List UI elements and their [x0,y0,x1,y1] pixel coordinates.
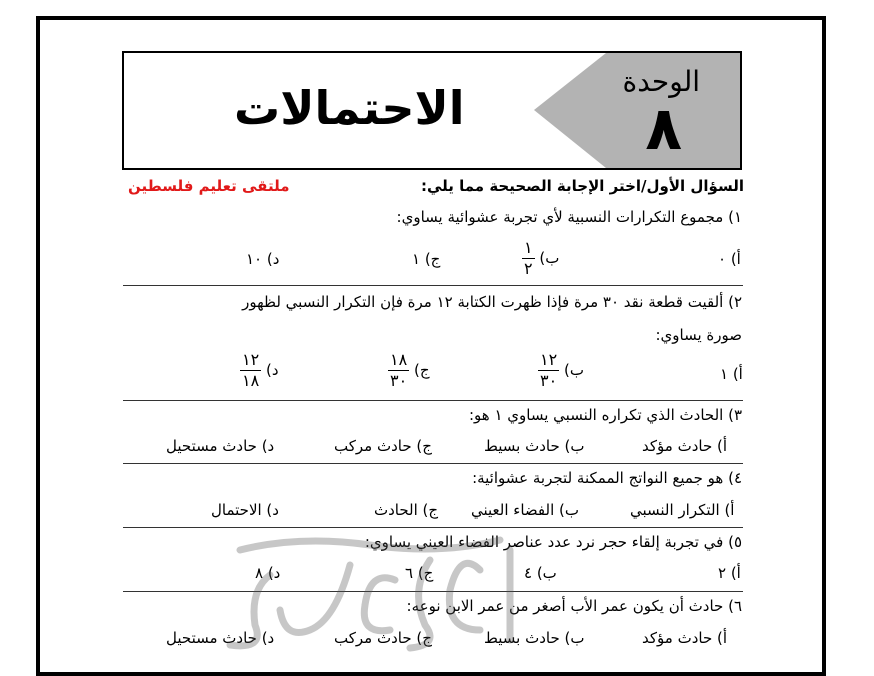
question-1-text: ١) مجموع التكرارات النسبية لأي تجربة عشوائية يساوي: [396,208,742,226]
separator [123,591,743,592]
q2-option-a: أ) ١ [720,365,743,383]
q2-option-b [538,352,584,389]
q2-option-b-fraction [538,352,559,389]
q4-option-c: ج) الحادث [374,501,439,519]
q6-option-d: د) حادث مستحيل [166,629,275,647]
chapter-title: الاحتمالات [234,81,465,135]
forum-name: ملتقى تعليم فلسطين [128,177,290,195]
unit-number: ٨ [645,94,682,164]
q1-option-b-prefix: ب) [539,249,560,267]
q1-option-c: ج) ١ [412,250,441,268]
q1-option-b-fraction [522,240,535,277]
chapter-banner [122,51,742,170]
q2-c-numerator: ١٨ [390,350,408,369]
q5-option-a: أ) ٢ [718,564,741,582]
q1-b-denominator: ٢ [524,259,533,278]
question-heading: السؤال الأول/اختر الإجابة الصحيحة مما يلي: [420,177,744,195]
q2-option-c-fraction [388,352,409,389]
question-2-text-line1: ٢) ألقيت قطعة نقد ٣٠ مرة فإذا ظهرت الكتابة ١٢ مرة فإن التكرار النسبي لظهور [242,293,742,311]
q2-option-d-fraction [240,352,261,389]
q2-d-numerator: ١٢ [242,350,260,369]
q3-option-d: د) حادث مستحيل [166,437,275,455]
q1-b-numerator: ١ [524,238,533,257]
separator [123,463,743,464]
separator [123,400,743,401]
q6-option-a: أ) حادث مؤكد [642,629,727,647]
q2-option-d-prefix: د) [265,361,279,379]
q3-option-a: أ) حادث مؤكد [642,437,727,455]
q3-option-b: ب) حادث بسيط [484,437,585,455]
q2-c-denominator: ٣٠ [390,371,408,390]
question-6-text: ٦) حادث أن يكون عمر الأب أصغر من عمر الابن نوعه: [406,597,742,615]
q6-option-b: ب) حادث بسيط [484,629,585,647]
q4-option-d: د) الاحتمال [211,501,279,519]
q2-option-c-prefix: ج) [413,361,430,379]
question-3-text: ٣) الحادث الذي تكراره النسبي يساوي ١ هو: [468,406,742,424]
separator [123,527,743,528]
q5-option-b: ب) ٤ [524,564,557,582]
question-5-text: ٥) في تجربة إلقاء حجر نرد عدد عناصر الفضاء العيني يساوي: [364,533,742,551]
unit-label: الوحدة [622,65,700,98]
q2-option-b-prefix: ب) [563,361,584,379]
question-4-text: ٤) هو جميع النواتج الممكنة لتجربة عشوائية: [472,469,742,487]
q6-option-c: ج) حادث مركب [334,629,432,647]
q1-option-d: د) ١٠ [246,250,280,268]
q4-option-a: أ) التكرار النسبي [630,501,735,519]
q1-option-b [522,240,559,277]
separator [123,285,743,286]
q2-b-numerator: ١٢ [540,350,558,369]
q4-option-b: ب) الفضاء العيني [471,501,579,519]
q5-option-d: د) ٨ [255,564,281,582]
q3-option-c: ج) حادث مركب [334,437,432,455]
q2-option-c [388,352,430,389]
q2-d-denominator: ١٨ [242,371,260,390]
q5-option-c: ج) ٦ [405,564,434,582]
q2-option-d [240,352,279,389]
q1-option-a: أ) ٠ [718,250,741,268]
question-2-text-line2: صورة يساوي: [655,326,742,344]
q2-b-denominator: ٣٠ [540,371,558,390]
